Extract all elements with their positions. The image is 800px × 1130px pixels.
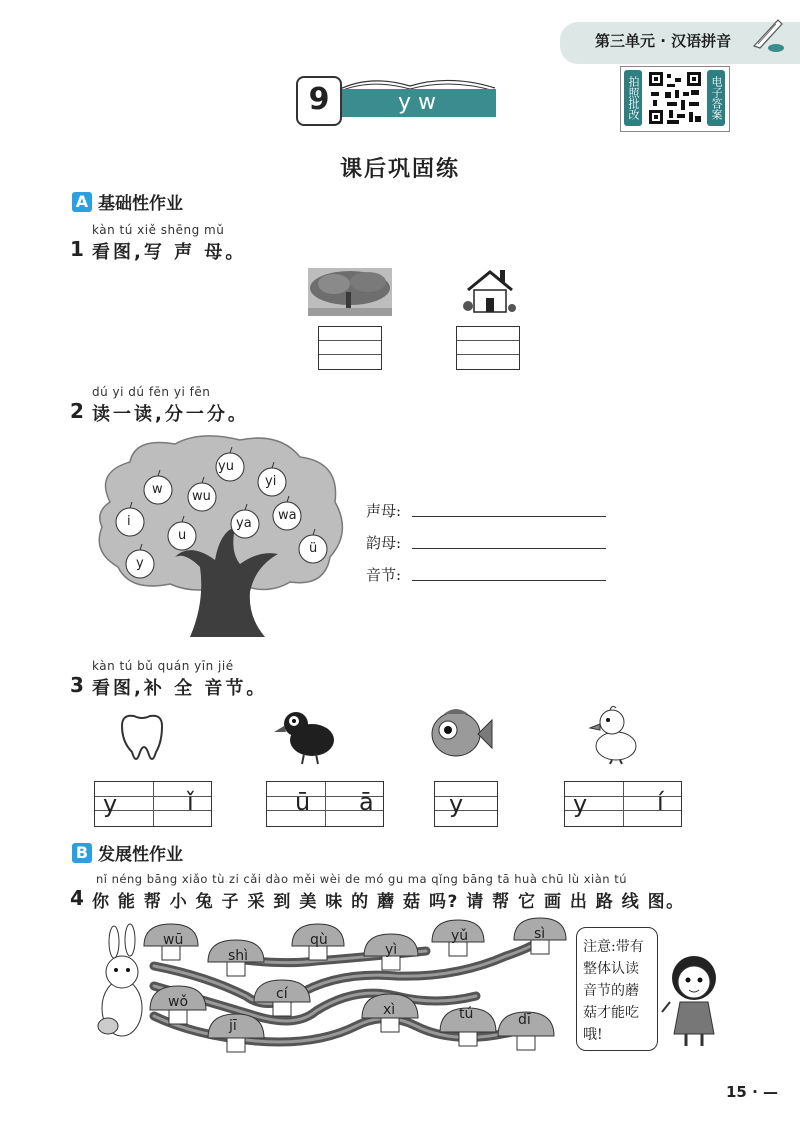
house-image	[462, 264, 518, 316]
syllable-part: y	[573, 790, 588, 818]
apple-label: yu	[218, 459, 234, 474]
syllable-part: y	[103, 790, 118, 818]
section-a-badge: A	[72, 192, 92, 212]
mushroom-label: yì	[385, 942, 398, 958]
mushroom	[144, 918, 566, 976]
apple-label: i	[127, 514, 131, 529]
label-finals: 韵母:	[366, 534, 402, 552]
apple-label: wa	[278, 508, 297, 523]
q2-number: 2	[70, 399, 84, 423]
q1-write-box-2[interactable]	[456, 326, 520, 370]
page-number: 15 · —	[725, 1083, 778, 1101]
mushroom-label: xì	[383, 1002, 396, 1018]
q3-syllable-box-4[interactable]	[564, 781, 682, 827]
mushroom-label: shì	[228, 948, 249, 964]
syllable-part: ǐ	[187, 788, 194, 816]
section-b-badge: B	[72, 843, 92, 863]
mushroom-label: wǒ	[168, 994, 189, 1010]
q3-pinyin: kàn tú bǔ quán yīn jié	[92, 659, 234, 673]
q3-syllable-box-3[interactable]	[434, 781, 498, 827]
q3-text: 看图,补 全 音节。	[92, 678, 268, 699]
q2-pinyin: dú yi dú fēn yi fēn	[92, 385, 211, 399]
lesson-number: 9	[296, 76, 342, 126]
q4-text: 你 能 帮 小 兔 子 采 到 美 味 的 蘑 菇 吗? 请 帮 它 画 出 路 线 图。	[92, 892, 685, 912]
q3-syllable-box-2[interactable]	[266, 781, 384, 827]
lesson-title: y w	[338, 89, 496, 117]
qr-code-icon[interactable]	[647, 70, 703, 126]
unit-title: 第三单元 · 汉语拼音	[595, 32, 732, 50]
syllables-answer-line[interactable]	[412, 562, 606, 581]
fish-image	[424, 704, 494, 764]
note-bubble: 注意:带有整体认读音节的蘑菇才能吃哦!	[576, 927, 658, 1051]
q3-number: 3	[70, 673, 84, 697]
syllable-part: y	[449, 790, 464, 818]
mushroom-label: sì	[534, 926, 546, 942]
apple-label: y	[136, 556, 144, 571]
mushroom-label: dī	[518, 1012, 531, 1028]
apple-label: ya	[236, 516, 252, 531]
label-initials: 声母:	[366, 502, 402, 520]
mushroom-label: cí	[276, 986, 288, 1002]
crow-image	[272, 706, 340, 768]
apple-label: w	[152, 482, 163, 497]
apple-label: ü	[309, 541, 318, 556]
mushroom-label: jī	[229, 1018, 237, 1034]
qr-right-label: 电子答案	[707, 70, 725, 126]
syllable-part: ā	[359, 788, 374, 816]
initials-answer-line[interactable]	[412, 498, 606, 517]
section-a-heading	[72, 189, 183, 214]
q1-text: 看图,写 声 母。	[92, 242, 247, 263]
quill-pen-icon	[748, 14, 788, 54]
q4-pinyin: nǐ néng bāng xiǎo tù zi cǎi dào měi wèi de mó gu ma qǐng bāng tā huà chū lù xiàn tú	[96, 872, 628, 886]
mushroom-label: yǔ	[451, 928, 469, 944]
q3-syllable-box-1[interactable]	[94, 781, 212, 827]
tree-photo-image	[308, 268, 392, 316]
apple-label: wu	[192, 489, 211, 504]
mushroom	[150, 980, 554, 1052]
mushroom-label: wū	[163, 932, 184, 948]
syllable-part: ū	[295, 788, 311, 816]
label-syllables: 音节:	[366, 566, 402, 584]
page-title: 课后巩固练	[339, 157, 460, 182]
section-b-title: 发展性作业	[98, 845, 183, 865]
mushroom-label: tú	[459, 1006, 474, 1022]
qr-left-label: 拍照批改	[624, 70, 642, 126]
apple-label: u	[178, 528, 187, 543]
finals-answer-line[interactable]	[412, 530, 606, 549]
tooth-image	[114, 712, 170, 768]
q4-number: 4	[70, 886, 84, 910]
apple-label: yi	[265, 474, 277, 489]
q1-write-box-1[interactable]	[318, 326, 382, 370]
girl-image	[660, 950, 730, 1050]
section-a-title: 基础性作业	[98, 194, 183, 214]
syllable-part: í	[657, 788, 664, 816]
q2-text: 读一读,分一分。	[92, 404, 249, 425]
section-b-heading	[72, 840, 183, 865]
q1-number: 1	[70, 237, 84, 261]
duck-image	[586, 702, 642, 766]
qr-panel[interactable]	[620, 66, 730, 132]
rabbit-image	[98, 924, 142, 1036]
q1-pinyin: kàn tú xiě shēng mǔ	[92, 223, 225, 237]
mushroom-label: qù	[310, 932, 328, 948]
